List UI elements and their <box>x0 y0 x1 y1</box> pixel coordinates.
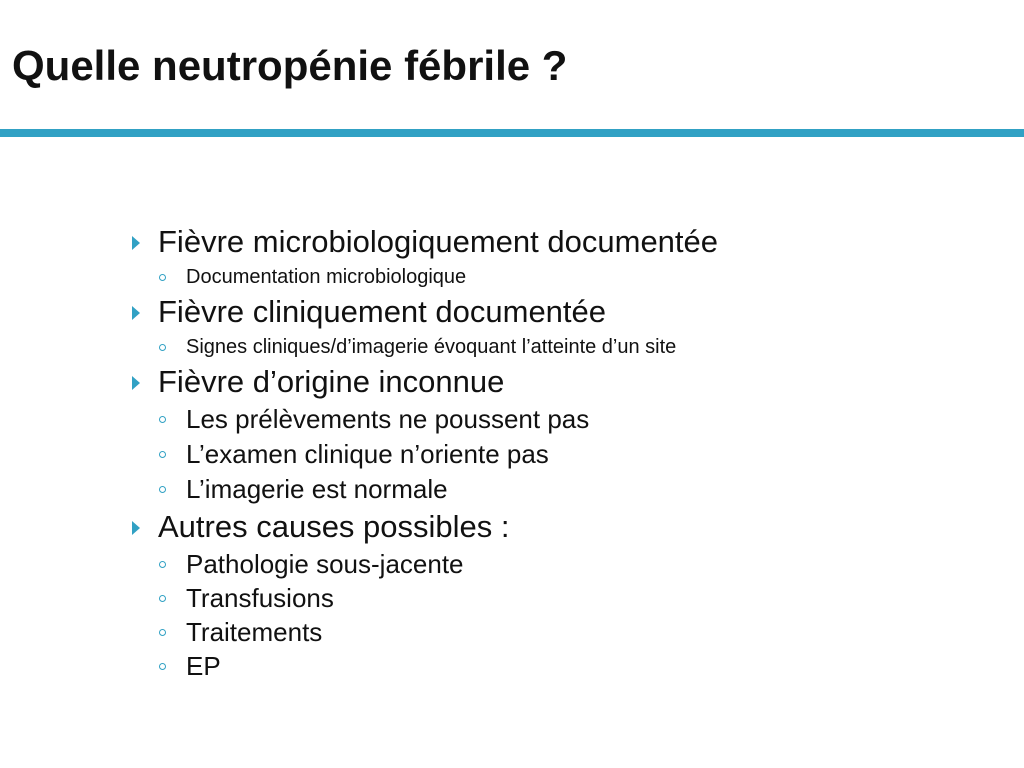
sub-bullet-text: Pathologie sous-jacente <box>186 549 464 579</box>
sub-bullet-text: EP <box>186 651 221 681</box>
bullet-text: Autres causes possibles : <box>158 509 510 544</box>
sub-bullet-item <box>130 437 990 472</box>
circle-bullet-icon <box>159 663 166 670</box>
sub-bullet-item <box>130 649 990 683</box>
bullet-item <box>130 222 990 262</box>
sub-bullet-item <box>130 615 990 649</box>
sub-bullet-text: Signes cliniques/d’imagerie évoquant l’atteinte d’un site <box>186 336 677 358</box>
bullet-text: Fièvre microbiologiquement documentée <box>158 224 719 259</box>
sub-bullet-text: L’examen clinique n’oriente pas <box>186 439 549 469</box>
sub-bullet-item <box>130 402 990 437</box>
sub-bullet-text: Les prélèvements ne poussent pas <box>186 404 590 434</box>
bullet-text: Fièvre d’origine inconnue <box>158 364 505 399</box>
triangle-bullet-icon <box>132 521 140 535</box>
sub-bullet-item <box>130 472 990 507</box>
title-divider <box>0 129 1024 137</box>
bullet-item <box>130 362 990 402</box>
circle-bullet-icon <box>159 451 166 458</box>
sub-bullet-text: L’imagerie est normale <box>186 474 448 504</box>
sub-bullet-item <box>130 547 990 581</box>
slide-title: Quelle neutropénie fébrile ? <box>12 42 568 89</box>
sub-bullet-text: Documentation microbiologique <box>186 266 467 288</box>
circle-bullet-icon <box>159 629 166 636</box>
sub-bullet-item <box>130 581 990 615</box>
triangle-bullet-icon <box>132 376 140 390</box>
sub-bullet-item <box>130 262 990 292</box>
triangle-bullet-icon <box>132 236 140 250</box>
circle-bullet-icon <box>159 274 166 281</box>
sub-bullet-text: Transfusions <box>186 583 334 613</box>
circle-bullet-icon <box>159 416 166 423</box>
triangle-bullet-icon <box>132 306 140 320</box>
circle-bullet-icon <box>159 344 166 351</box>
circle-bullet-icon <box>159 486 166 493</box>
bullet-list <box>130 222 990 683</box>
circle-bullet-icon <box>159 561 166 568</box>
bullet-item <box>130 507 990 547</box>
sub-bullet-text: Traitements <box>186 617 323 647</box>
sub-bullet-item <box>130 332 990 362</box>
bullet-text: Fièvre cliniquement documentée <box>158 294 607 329</box>
circle-bullet-icon <box>159 595 166 602</box>
bullet-item <box>130 292 990 332</box>
